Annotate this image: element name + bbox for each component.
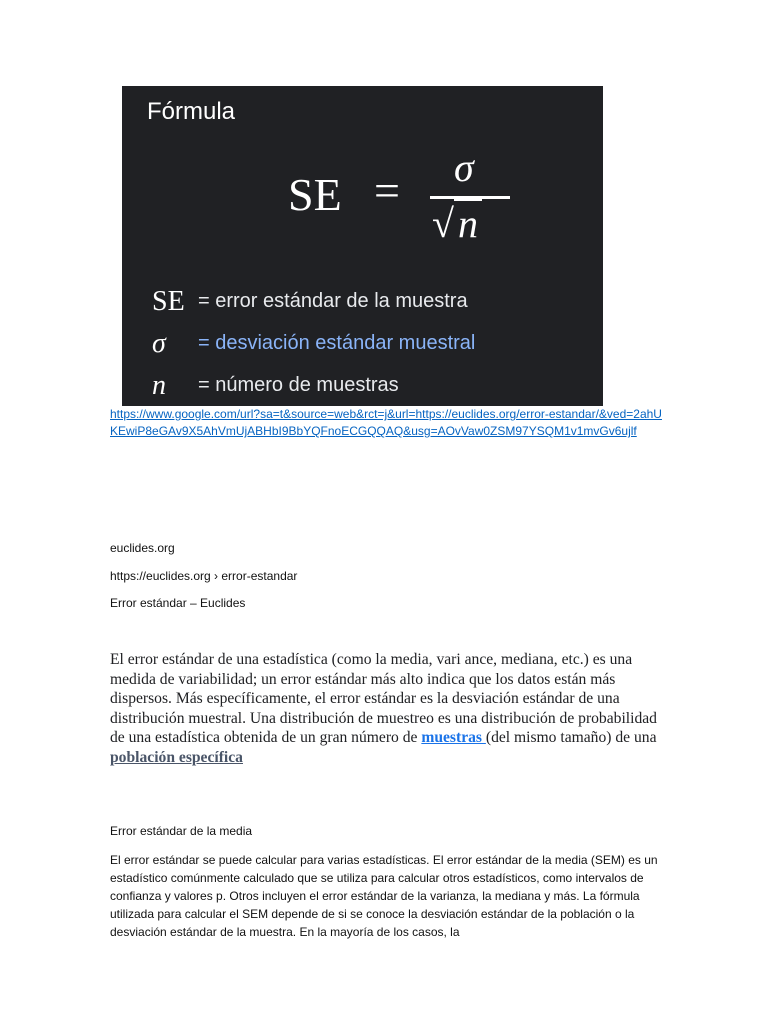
poblacion-especifica-link[interactable]: población específica: [110, 748, 243, 766]
breadcrumb: https://euclides.org › error-estandar: [110, 569, 298, 583]
equation-lhs: SE: [288, 169, 342, 220]
section-heading: Error estándar de la media: [110, 824, 253, 838]
formula-image: [122, 86, 603, 406]
legend-symbol: SE: [152, 286, 185, 317]
quoted-definition: [110, 650, 665, 767]
quote-text: El error estándar de una estadística (como la media, vari ance, mediana, etc.) es una medida de variabilidad; un error estándar más alto indica que los datos están más dispersos. Más específicamente, el error estándar es la desviación estándar de una distribución muestral. Una distribución de muestreo es una distribución de probabilidad de una estadística obtenida de un gran número de: [110, 651, 657, 746]
legend-row-n: [152, 370, 399, 402]
equation-numerator: σ: [454, 145, 474, 190]
site-name: euclides.org: [110, 541, 175, 555]
equation-denominator: [432, 200, 482, 247]
muestras-link[interactable]: muestras: [421, 729, 486, 746]
source-url-link[interactable]: https://www.google.com/url?sa=t&source=web&rct=j&url=https://euclides.org/error-estandar/&ved=2ahUKEwiP8eGAv9X5AhVmUjABHbI9BbYQFnoECGQQAQ&usg=AOvVaw0ZSM97YSQM1v1mvGv6ujlf: [110, 407, 662, 438]
legend-text: = número de muestras: [198, 374, 399, 396]
denominator-n: n: [454, 199, 482, 246]
equation-equals: =: [374, 165, 400, 216]
page-title: Error estándar – Euclides: [110, 596, 246, 610]
standard-error-equation: [288, 145, 528, 260]
legend-row-se: [152, 286, 468, 318]
body-paragraph: El error estándar se puede calcular para varias estadísticas. El error estándar de la media (SEM) es un estadístico comúnmente calculado que se utiliza para calcular otros estadísticos, como intervalos de confianza y valores p. Otros incluyen el error estándar de la varianza, la mediana y más. La fórmula utilizada para calcular el SEM depende de si se conoce la desviación estándar de la población o la desviación estándar de la muestra. En la mayoría de los casos, la: [110, 853, 658, 939]
legend-text: = desviación estándar muestral: [198, 332, 476, 354]
radical-symbol: √: [432, 201, 454, 246]
quote-text-middle: (del mismo tamaño) de una: [485, 729, 657, 746]
legend-row-sigma: [152, 328, 475, 360]
legend-symbol: σ: [152, 328, 166, 359]
formula-title: Fórmula: [147, 98, 236, 125]
legend-text: = error estándar de la muestra: [198, 290, 468, 312]
legend-symbol: n: [152, 370, 166, 401]
